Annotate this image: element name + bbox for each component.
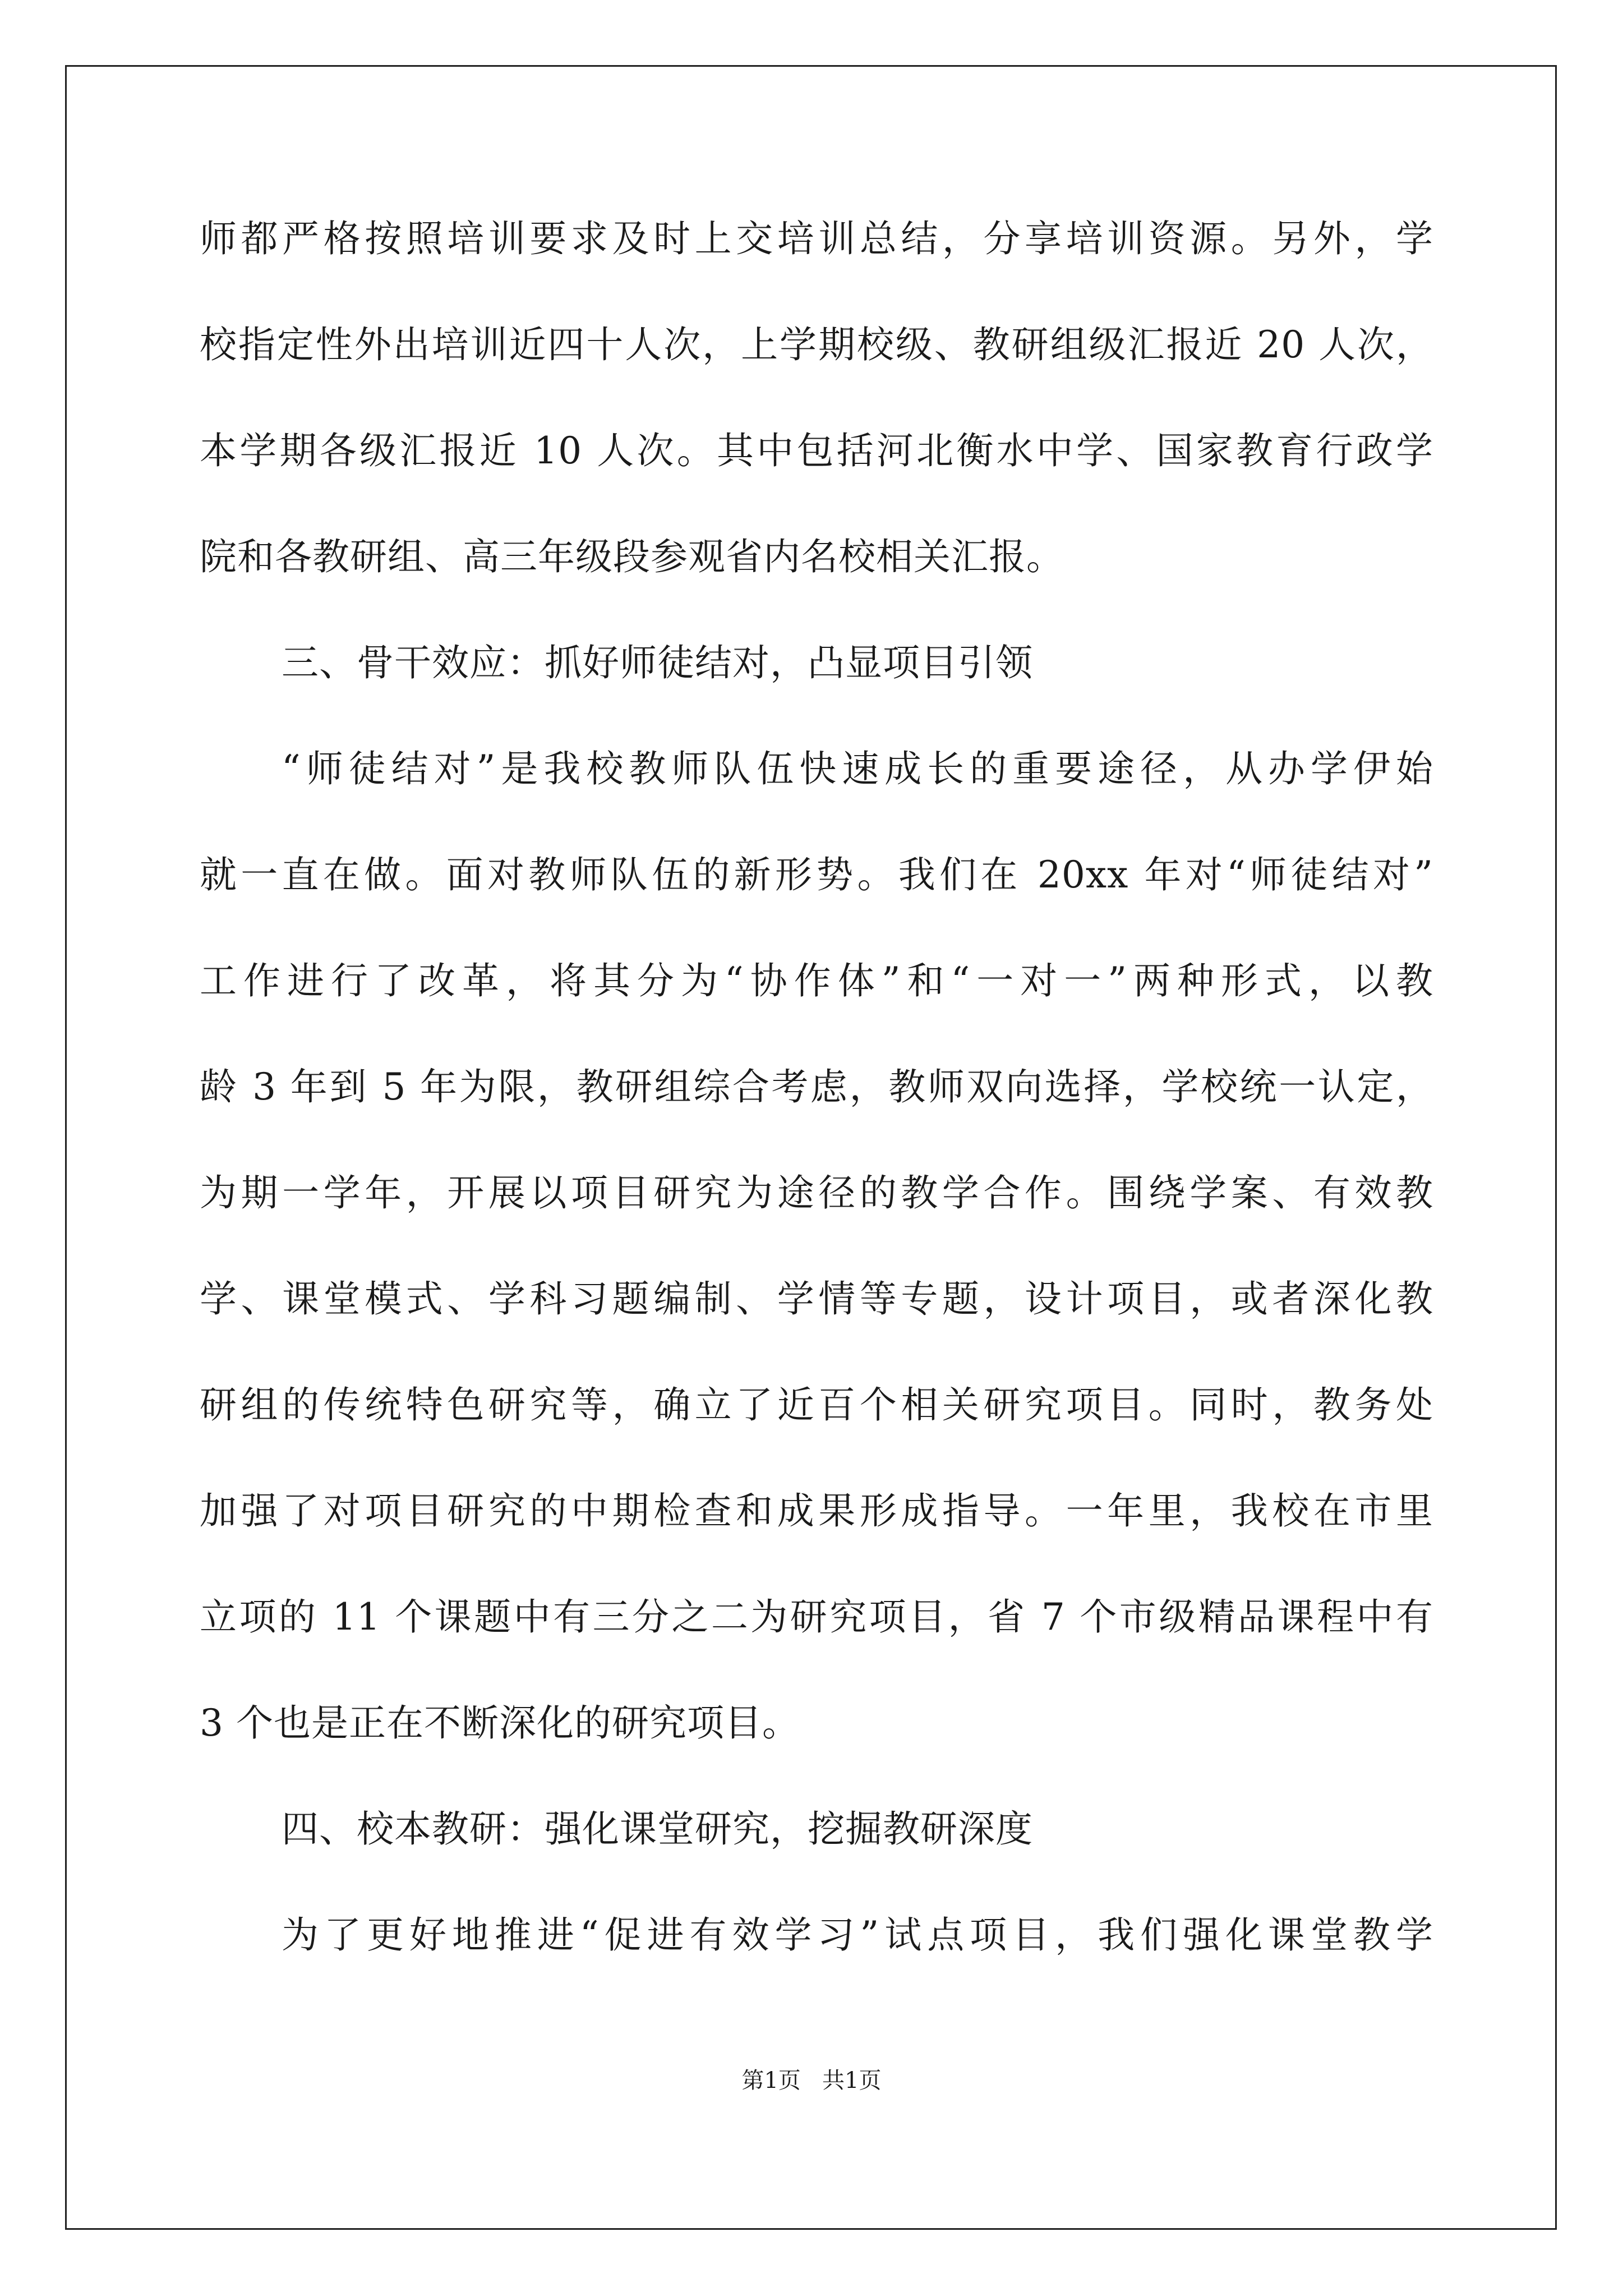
paragraph-line: 3 个也是正在不断深化的研究项目。 bbox=[200, 1701, 800, 1745]
section-heading: 三、骨干效应：抓好师徒结对，凸显项目引领 bbox=[282, 641, 1033, 684]
paragraph-line: 就一直在做。面对教师队伍的新形势。我们在 20xx 年对“师徒结对” bbox=[200, 853, 1433, 896]
paragraph-line: 学、课堂模式、学科习题编制、学情等专题，设计项目，或者深化教 bbox=[200, 1277, 1433, 1320]
paragraph-line: 本学期各级汇报近 10 人次。其中包括河北衡水中学、国家教育行政学 bbox=[200, 429, 1433, 472]
paragraph-line: 立项的 11 个课题中有三分之二为研究项目，省 7 个市级精品课程中有 bbox=[200, 1595, 1433, 1639]
section-heading: 四、校本教研：强化课堂研究，挖掘教研深度 bbox=[282, 1807, 1033, 1851]
paragraph-line: 加强了对项目研究的中期检查和成果形成指导。一年里，我校在市里 bbox=[200, 1489, 1433, 1533]
paragraph-line: “师徒结对”是我校教师队伍快速成长的重要途径，从办学伊始 bbox=[282, 747, 1433, 790]
paragraph-line: 为期一学年，开展以项目研究为途径的教学合作。围绕学案、有效教 bbox=[200, 1171, 1433, 1214]
page-footer: 第1页 共1页 bbox=[741, 2068, 882, 2093]
paragraph-line: 为了更好地推进“促进有效学习”试点项目，我们强化课堂教学 bbox=[282, 1913, 1433, 1957]
paragraph-line: 龄 3 年到 5 年为限，教研组综合考虑，教师双向选择，学校统一认定， bbox=[200, 1065, 1433, 1108]
paragraph-line: 校指定性外出培训近四十人次，上学期校级、教研组级汇报近 20 人次， bbox=[200, 323, 1433, 366]
paragraph-line: 研组的传统特色研究等，确立了近百个相关研究项目。同时，教务处 bbox=[200, 1383, 1433, 1427]
document-body bbox=[200, 211, 1433, 2013]
paragraph-line: 工作进行了改革，将其分为“协作体”和“一对一”两种形式，以教 bbox=[200, 959, 1433, 1002]
paragraph-line: 师都严格按照培训要求及时上交培训总结，分享培训资源。另外，学 bbox=[200, 217, 1433, 260]
paragraph-line: 院和各教研组、高三年级段参观省内名校相关汇报。 bbox=[200, 535, 1064, 578]
